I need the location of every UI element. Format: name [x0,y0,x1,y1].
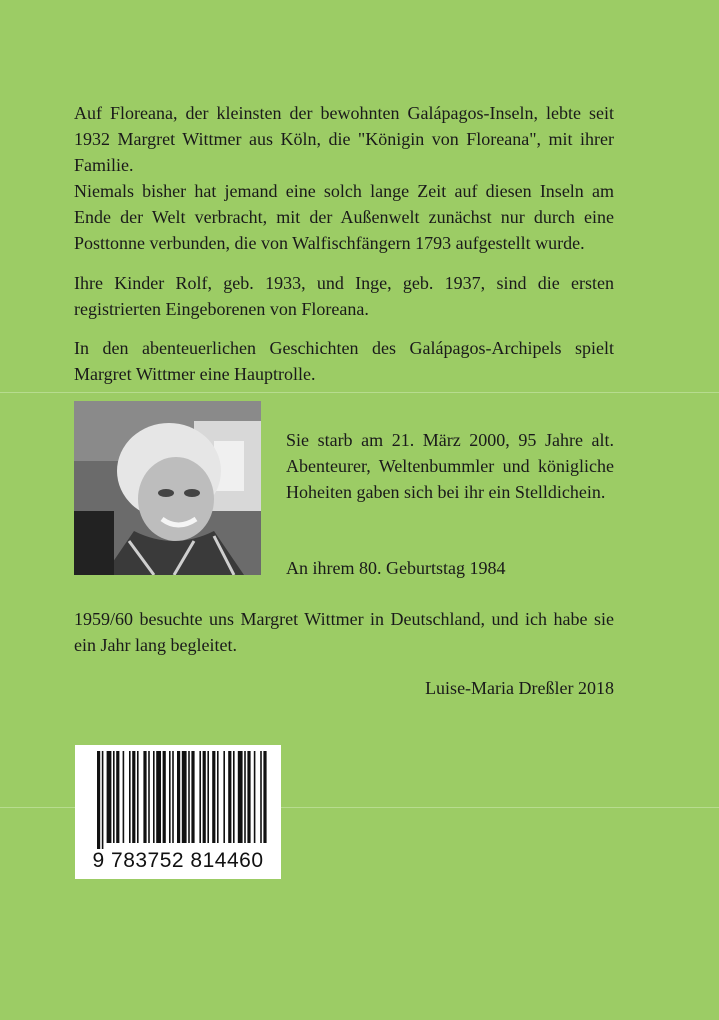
barcode-bar [203,751,206,843]
barcode-bar [129,751,131,843]
barcode-bar [212,751,215,843]
barcode-bar [223,751,225,843]
barcode-bar [217,751,219,843]
divider-top [0,392,719,393]
author-signature: Luise-Maria Dreßler 2018 [425,678,614,698]
barcode-bar [116,751,119,843]
portrait-illustration [74,401,261,575]
barcode-bar [143,751,146,843]
barcode-bar [228,751,231,843]
barcode-bar [191,751,194,843]
barcode-bar [137,751,139,843]
barcode-bar [199,751,201,843]
barcode-bar [172,751,174,843]
barcode-bar [123,751,125,843]
barcode-bar [163,751,166,843]
barcode-digits: 9 783752 814460 [92,849,264,872]
barcode-bar [260,751,262,843]
intro-paragraph: Auf Floreana, der kleinsten der bewohnten Galápagos-Inseln, lebte seit 1932 Margret Wittmer aus Köln, die "Königin von Floreana", mit ihrer Familie. [74,103,614,175]
history-paragraph: Niemals bisher hat jemand eine solch lange Zeit auf diesen Inseln am Ende der Welt verbracht, mit der Außenwelt zunächst nur durch eine Posttonne verbunden, die von Walfischfängern 1793 aufgestellt wurde. [74,181,614,253]
barcode-bar [188,751,190,843]
barcode-bar [238,751,243,843]
photo-caption: Sie starb am 21. März 2000, 95 Jahre alt. Abenteurer, Weltenbummler und königliche Hoheiten gaben sich bei ihr ein Stelldichein. [286,430,614,502]
barcode-bar [97,751,100,849]
barcode-bar [102,751,104,849]
barcode-bar [207,751,209,843]
barcode-bar [153,751,155,843]
isbn-barcode [75,745,281,879]
barcode-bar [113,751,115,843]
barcode-bar [148,751,150,843]
barcode-bar [169,751,171,843]
barcode-bar [263,751,266,843]
barcode-bar [254,751,256,843]
barcode-bar [233,751,235,843]
barcode-bar [182,751,187,843]
archipelago-paragraph: In den abenteuerlichen Geschichten des Galápagos-Archipels spielt Margret Wittmer eine Hauptrolle. [74,338,614,384]
barcode-bar [177,751,180,843]
barcode-bar [132,751,135,843]
visit-paragraph: 1959/60 besuchte uns Margret Wittmer in Deutschland, und ich habe sie ein Jahr lang begleitet. [74,609,614,655]
barcode-bars [75,745,281,849]
photo-caption-birthday: An ihrem 80. Geburtstag 1984 [286,558,506,578]
barcode-bar [107,751,112,843]
portrait-photo [74,401,261,575]
barcode-bar [247,751,250,843]
barcode-bar [156,751,161,843]
barcode-bar [244,751,246,843]
children-paragraph: Ihre Kinder Rolf, geb. 1933, und Inge, geb. 1937, sind die ersten registrierten Eingeborenen von Floreana. [74,273,614,319]
